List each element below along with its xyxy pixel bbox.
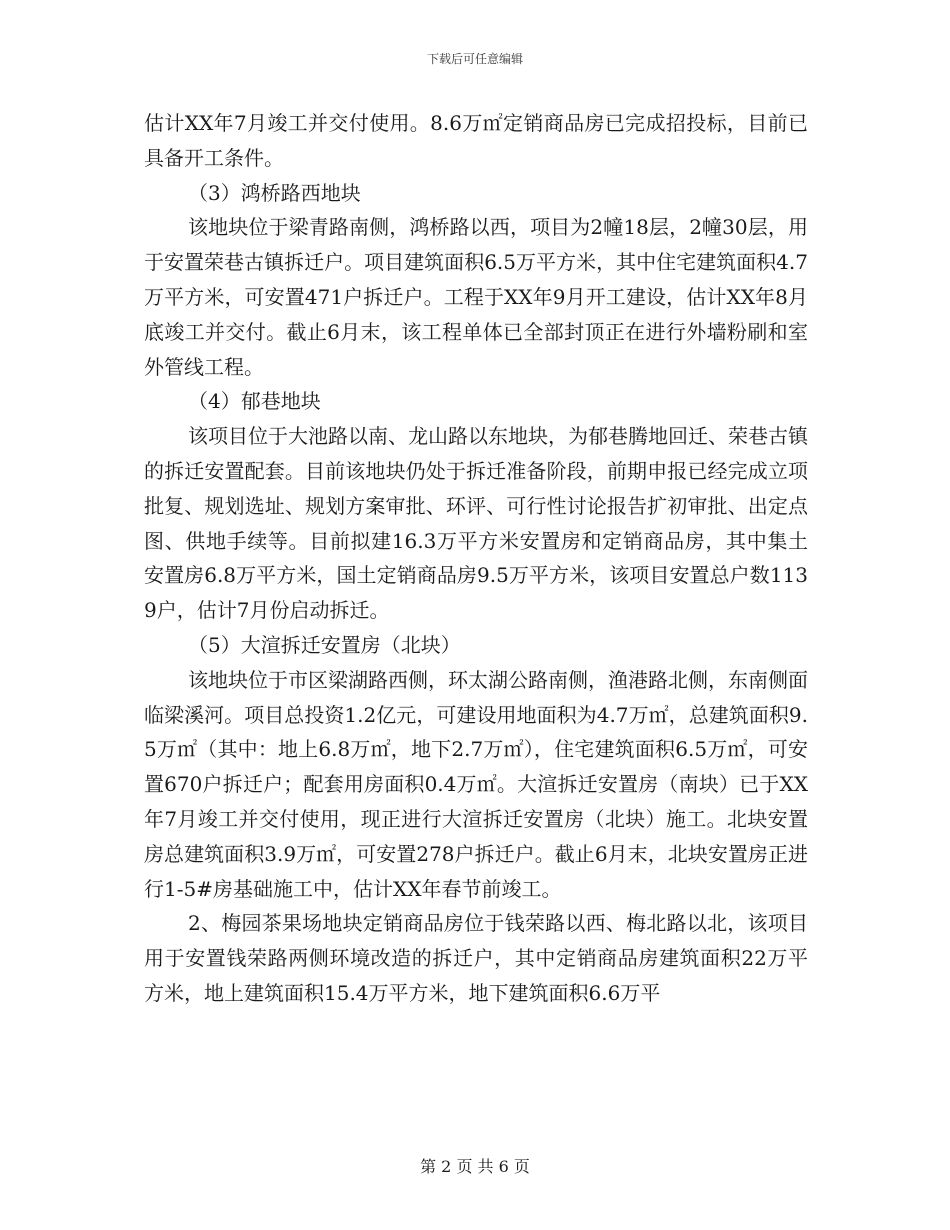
section-heading-4: （4）郁巷地块 (188, 389, 321, 414)
document-body (144, 106, 808, 1011)
section-heading-5: （5）大渲拆迁安置房（北块） (188, 632, 461, 657)
page-header-note: 下载后可任意编辑 (426, 52, 523, 66)
paragraph-hongqiao: 该地块位于梁青路南侧，鸿桥路以西，项目为2幢18层，2幢30层，用于安置荣巷古镇拆迁户。项目建筑面积6.5万平方米，其中住宅建筑面积4.7万平方米，可安置471户拆迁户。工程于XX年9月开工建设，估计XX年8月底竣工并交付。截止6月末，该工程单体已全部封顶正在进行外墙粉刷和室外管线工程。 (144, 215, 808, 379)
page-number: 第 2 页 共 6 页 (420, 1157, 530, 1176)
paragraph-meiyuan: 2、梅园茶果场地块定销商品房位于钱荣路以西、梅北路以北，该项目用于安置钱荣路两侧环境改造的拆迁户，其中定销商品房建筑面积22万平方米，地上建筑面积15.4万平方米，地下建筑面积6.6万平 (144, 911, 808, 1005)
paragraph-yuxiang: 该项目位于大池路以南、龙山路以东地块，为郁巷腾地回迁、荣巷古镇的拆迁安置配套。目前该地块仍处于拆迁准备阶段，前期申报已经完成立项批复、规划选址、规划方案审批、环评、可行性讨论报告扩初审批、出定点图、供地手续等。目前拟建16.3万平方米安置房和定销商品房，其中集土安置房6.8万平方米，国土定销商品房9.5万平方米，该项目安置总户数1139户，估计7月份启动拆迁。 (144, 424, 808, 623)
paragraph-daxuan: 该地块位于市区梁湖路西侧，环太湖公路南侧，渔港路北侧，东南侧面临梁溪河。项目总投资1.2亿元，可建设用地面积为4.7万㎡，总建筑面积9.5万㎡（其中：地上6.8万㎡，地下2.7万㎡），住宅建筑面积6.5万㎡，可安置670户拆迁户；配套用房面积0.4万㎡。大渲拆迁安置房（南块）已于XX年7月竣工并交付使用，现正进行大渲拆迁安置房（北块）施工。北块安置房总建筑面积3.9万㎡，可安置278户拆迁户。截止6月末，北块安置房正进行1-5#房基础施工中，估计XX年春节前竣工。 (144, 667, 808, 901)
section-heading-3: （3）鸿桥路西地块 (188, 180, 361, 205)
paragraph-1: 估计XX年7月竣工并交付使用。8.6万㎡定销商品房已完成招投标，目前已具备开工条件。 (144, 111, 808, 170)
